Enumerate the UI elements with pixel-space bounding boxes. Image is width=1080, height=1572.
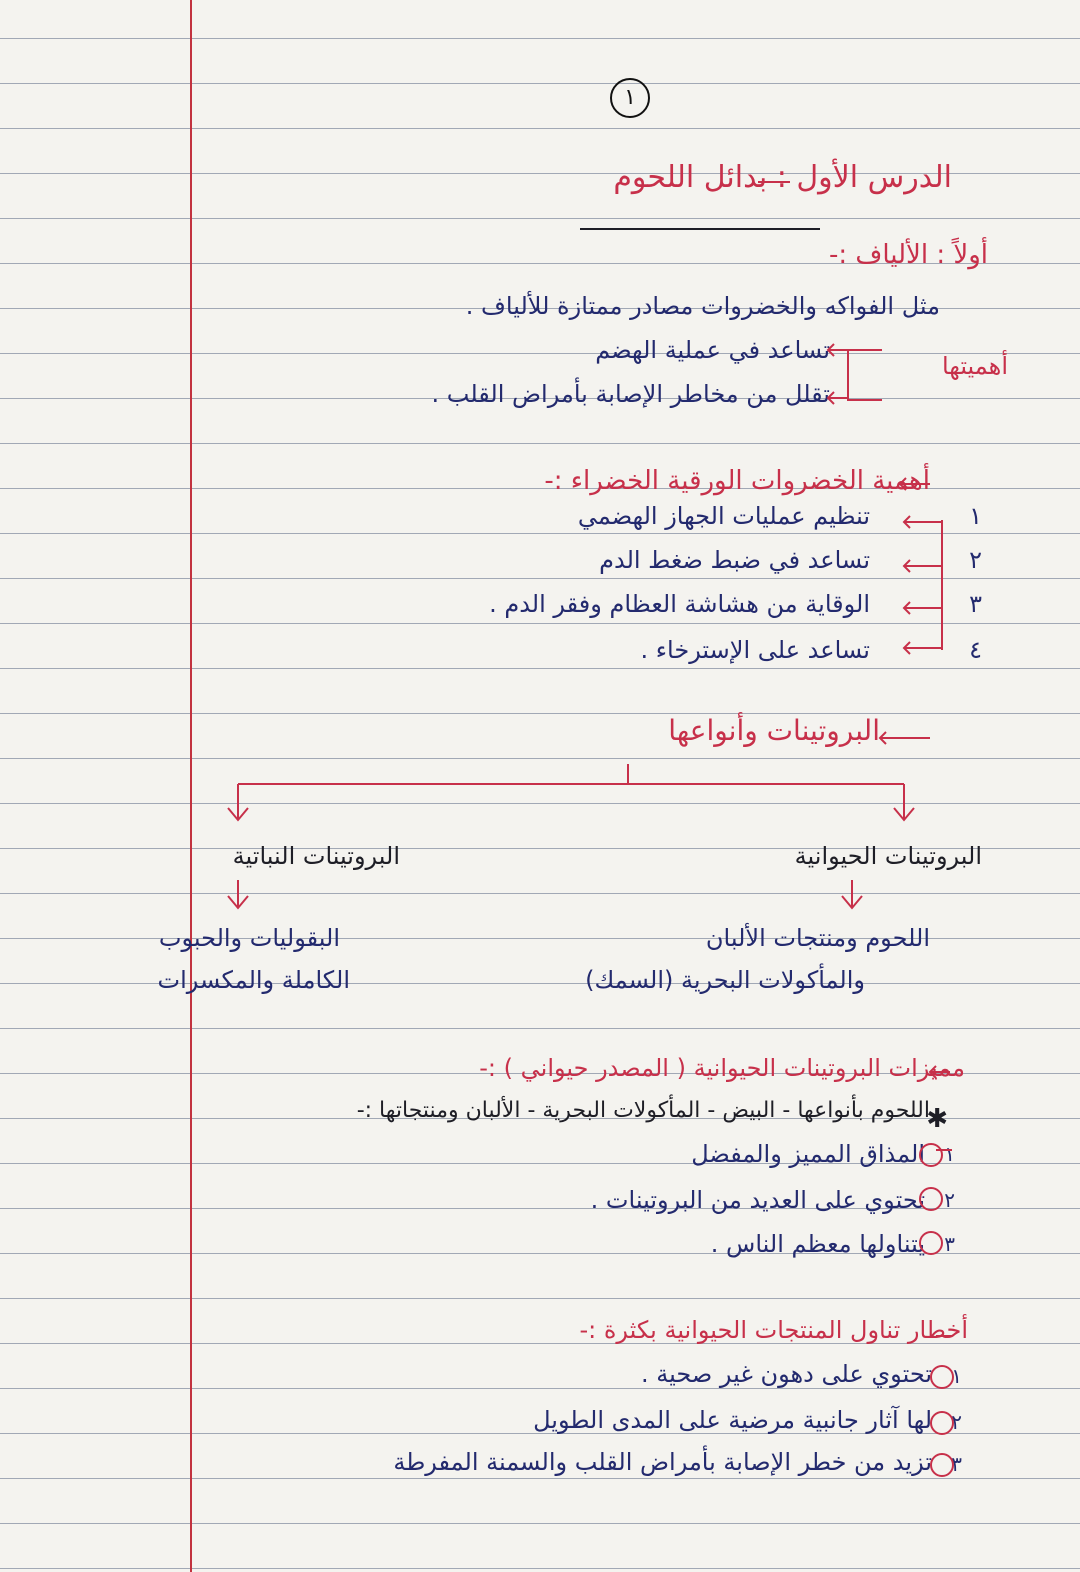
number-circle: [931, 1454, 953, 1476]
down-arrow-icon: [894, 784, 914, 820]
features-item-num: ٣: [944, 1232, 955, 1256]
tree-connector: [238, 764, 904, 784]
bracket-arrow-icon: [828, 344, 848, 356]
fiber-point: تقلل من مخاطر الإصابة بأمراض القلب .: [431, 380, 830, 408]
features-item: المذاق المميز والمفضل: [691, 1140, 925, 1168]
bracket-arrow-icon: [828, 392, 848, 404]
fiber-intro: مثل الفواكه والخضروات مصادر ممتازة للألياف .: [465, 292, 940, 320]
number-circle: [931, 1412, 953, 1434]
risks-item: تحتوي على دهون غير صحية .: [640, 1360, 932, 1388]
animal-proteins-example: اللحوم ومنتجات الألبان: [705, 924, 930, 952]
greens-item: تساعد على الإسترخاء .: [640, 636, 870, 664]
fiber-point: تساعد في عملية الهضم: [595, 336, 830, 364]
proteins-heading: البروتينات وأنواعها: [668, 714, 880, 747]
number-circle: [920, 1144, 942, 1166]
risks-item-num: ٢: [951, 1410, 962, 1434]
features-item-num: ٢: [944, 1188, 955, 1212]
bracket-arrow-icon: [904, 602, 942, 614]
greens-heading: أهمية الخضروات الورقية الخضراء :-: [544, 466, 930, 496]
page-number: ١: [610, 78, 650, 118]
number-circle: [931, 1366, 953, 1388]
number-circle: [920, 1232, 942, 1254]
plant-proteins-example: الكاملة والمكسرات: [157, 966, 350, 994]
heading-arrow-icon: [900, 478, 930, 490]
down-arrow-icon: [842, 880, 862, 908]
features-item: تحتوي على العديد من البروتينات .: [590, 1186, 925, 1214]
heading-arrow-icon: [880, 732, 930, 744]
animal-proteins-label: البروتينات الحيوانية: [794, 842, 982, 870]
importance-label: أهميتها: [941, 352, 1008, 380]
greens-item-num: ١: [969, 502, 982, 530]
risks-item: تزيد من خطر الإصابة بأمراض القلب والسمنة المفرطة: [393, 1448, 932, 1476]
greens-item: الوقاية من هشاشة العظام وفقر الدم .: [489, 590, 870, 618]
down-arrow-icon: [228, 880, 248, 908]
heading-arrow-icon: [930, 1066, 950, 1078]
animal-proteins-example: والمأكولات البحرية (السمك): [585, 966, 865, 994]
features-sources: اللحوم بأنواعها - البيض - المأكولات البحرية - الألبان ومنتجاتها :-: [356, 1098, 930, 1123]
features-item: يتناولها معظم الناس .: [710, 1230, 925, 1258]
bracket-arrow-icon: [904, 560, 942, 572]
risks-heading: أخطار تناول المنتجات الحيوانية بكثرة :-: [579, 1316, 968, 1344]
greens-item-num: ٣: [969, 590, 982, 618]
plant-proteins-example: البقوليات والحبوب: [158, 924, 340, 952]
down-arrow-icon: [228, 784, 248, 820]
page-title: الدرس الأول : بدائل اللحوم: [613, 160, 952, 195]
greens-item: تنظيم عمليات الجهاز الهضمي: [577, 502, 870, 530]
greens-item: تساعد في ضبط ضغط الدم: [599, 546, 870, 574]
asterisk-mark: ✱: [926, 1104, 948, 1134]
greens-item-num: ٤: [969, 636, 982, 664]
importance-bracket: [848, 350, 882, 400]
bracket-arrow-icon: [904, 516, 942, 528]
bracket-arrow-icon: [904, 642, 942, 654]
number-circle: [920, 1188, 942, 1210]
features-heading: مميزات البروتينات الحيوانية ( المصدر حيواني ) :-: [479, 1054, 965, 1082]
risks-item-num: ٣: [951, 1452, 962, 1476]
features-item-num: ١: [944, 1142, 955, 1166]
risks-item-num: ١: [951, 1364, 962, 1388]
fiber-heading: أولاً : الألياف :-: [829, 240, 988, 270]
greens-item-num: ٢: [969, 546, 982, 574]
risks-item: لها آثار جانبية مرضية على المدى الطويل: [533, 1406, 932, 1434]
plant-proteins-label: البروتينات النباتية: [232, 842, 400, 870]
